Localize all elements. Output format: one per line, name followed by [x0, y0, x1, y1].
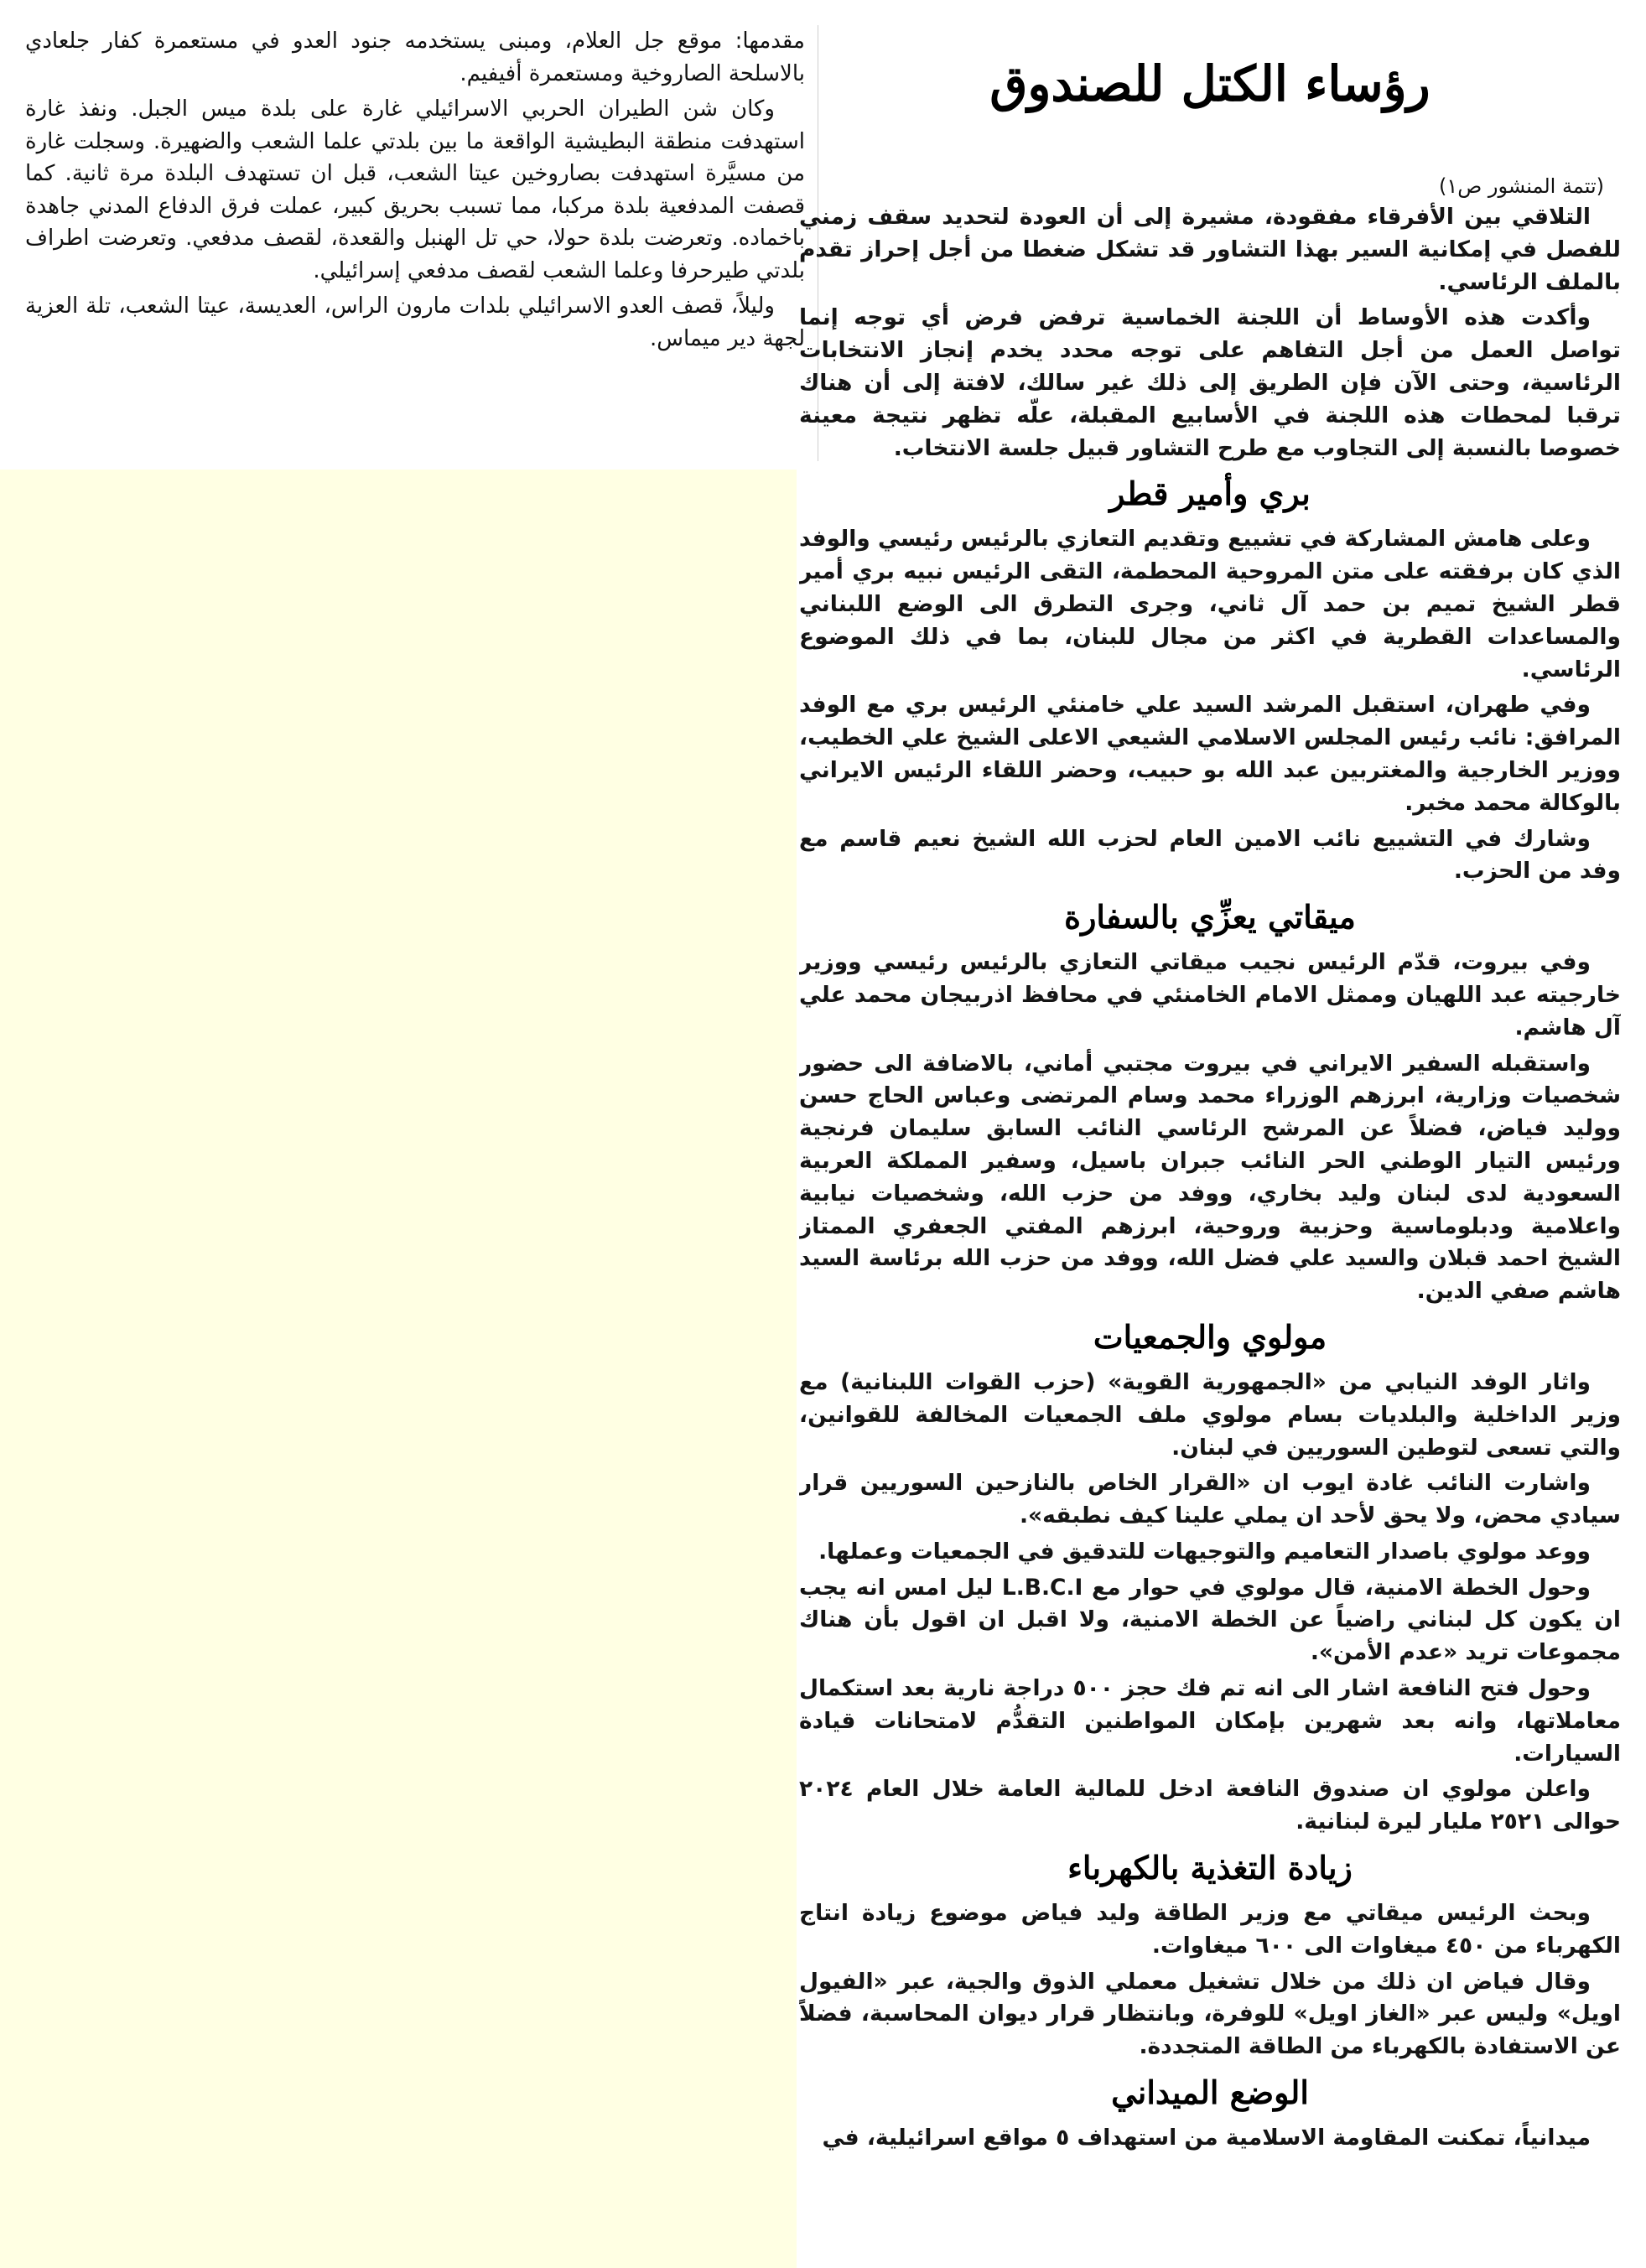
section-paragraph: واثار الوفد النيابي من «الجمهورية القوية» (حزب القوات اللبنانية) مع وزير الداخلية والبلديات بسام مولوي ملف الجمعيات المخالفة للقوانين، والتي تسعى لتوطين السوريين في لبنان. — [799, 1368, 1621, 1461]
left-paragraph: وكان شن الطيران الحربي الاسرائيلي غارة على بلدة ميس الجبل. ونفذ غارة استهدفت منطقة البطيشية الواقعة ما بين بلدتي علما الشعب والضهيرة. وسجلت غارة من مسيَّرة استهدفت بصاروخين عيتا الشعب، قبل ان تستهدف البلدة مرة ثانية. كما قصفت المدفعية بلدة مركبا، مما تسبب بحريق كبير، عملت فرق الدفاع المدني جاهدة باخماده. وتعرضت بلدة حولا، حي تل الهنبل والقعدة، لقصف مدفعي. وتعرضت اطراف بلدتي طيرحرفا وعلما الشعب لقصف مدفعي إسرائيلي. — [25, 96, 805, 283]
section-paragraph: وبحث الرئيس ميقاتي مع وزير الطاقة وليد فياض موضوع زيادة انتاج الكهرباء من ٤٥٠ ميغاوات الى ٦٠٠ ميغاوات. — [799, 1900, 1621, 1959]
section-paragraph: وعلى هامش المشاركة في تشييع وتقديم التعازي بالرئيس رئيسي والوفد الذي كان برفقته على متن المروحية المحطمة، التقى الرئيس نبيه بري أمير قطر الشيخ تميم بن حمد آل ثاني، وجرى التطرق الى الوضع اللبناني والمساعدات القطرية في اكثر من مجال للبنان، بما في ذلك الموضوع الرئاسي. — [799, 526, 1621, 682]
section-paragraph: وشارك في التشييع نائب الامين العام لحزب الله الشيخ نعيم قاسم مع وفد من الحزب. — [799, 825, 1621, 885]
section-title: زيادة التغذية بالكهرباء — [1067, 1849, 1353, 1887]
left-paragraph: وليلاً، قصف العدو الاسرائيلي بلدات مارون الراس، العديسة، عيتا الشعب، تلة العزية لجهة دير ميماس. — [25, 293, 805, 351]
section-title: الوضع الميداني — [1111, 2073, 1309, 2112]
section-title: مولوي والجمعيات — [1093, 1317, 1327, 1356]
section-paragraph: وقال فياض ان ذلك من خلال تشغيل معملي الذوق والجية، عبر «الفيول اويل» وليس عبر «الغاز اويل» للوفرة، وبانتظار قرار ديوان المحاسبة، فضلاً عن الاستفادة بالكهرباء من الطاقة المتجددة. — [799, 1968, 1621, 2060]
section-title: ميقاتي يعزِّي بالسفارة — [1064, 898, 1356, 937]
section-paragraph: ووعد مولوي باصدار التعاميم والتوجيهات للتدقيق في الجمعيات وعملها. — [818, 1538, 1591, 1565]
intro-paragraph: وأكدت هذه الأوساط أن اللجنة الخماسية ترفض فرض أي توجه إنما تواصل العمل من أجل التفاهم على توجه محدد يخدم إنجاز الانتخابات الرئاسية، وحتى الآن فإن الطريق إلى ذلك غير سالك، لافتة إلى أن هناك ترقبا لمحطات هذه اللجنة في الأسابيع المقبلة، علّه تظهر نتيجة معينة خصوصا بالنسبة إلى التجاوب مع طرح التشاور قبيل جلسة الانتخاب. — [799, 304, 1621, 461]
section-paragraph: واشارت النائب غادة ايوب ان «القرار الخاص بالنازحين السوريين قرار سيادي محض، ولا يحق لأحد ان يملي علينا كيف نطبقه». — [799, 1470, 1621, 1529]
section-title: بري وأمير قطر — [1109, 475, 1311, 513]
section-paragraph: واعلن مولوي ان صندوق النافعة ادخل للمالية العامة خلال العام ٢٠٢٤ حوالى ٢٥٢١ مليار ليرة لبنانية. — [799, 1776, 1621, 1835]
section-paragraph: وحول الخطة الامنية، قال مولوي في حوار مع L.B.C.I ليل امس انه يجب ان يكون كل لبناني راضياً عن الخطة الامنية، ولا اقبل ان اقول بأن هناك مجموعات تريد «عدم الأمن». — [799, 1574, 1621, 1666]
main-article — [799, 25, 1621, 2255]
section-paragraph: وحول فتح النافعة اشار الى انه تم فك حجز ٥٠٠ دراجة نارية بعد استكمال معاملاتها، وانه بعد شهرين بإمكان المواطنين التقدُّم لامتحانات قيادة السيارات. — [799, 1675, 1621, 1767]
left-paragraph: مقدمها: موقع جل العلام، ومبنى يستخدمه جنود العدو في مستعمرة كفار جلعادي بالاسلحة الصاروخية ومستعمرة أفيفيم. — [25, 29, 805, 86]
left-column-article — [25, 25, 805, 461]
section-paragraph: واستقبله السفير الايراني في بيروت مجتبي أماني، بالاضافة الى حضور شخصيات وزارية، ابرزهم الوزراء محمد وسام المرتضى وعباس الحاج حسن ووليد فياض، فضلاً عن المرشح الرئاسي النائب السابق سليمان فرنجية ورئيس التيار الوطني الحر النائب جبران باسيل، وسفير المملكة العربية السعودية لدى لبنان وليد بخاري، ووفد من حزب الله، وشخصيات نيابية واعلامية ودبلوماسية وحزبية وروحية، ابرزهم المفتي الجعفري الممتاز الشيخ احمد قبلان والسيد علي فضل الله، ووفد من حزب الله برئاسة السيد هاشم صفي الدين. — [799, 1050, 1621, 1305]
blank-ad-space — [0, 470, 797, 2268]
intro-paragraph: التلاقي بين الأفرقاء مفقودة، مشيرة إلى أن العودة لتحديد سقف زمني للفصل في إمكانية السير بهذا التشاور قد تشكل ضغطا من أجل إحراز تقدم بالملف الرئاسي. — [799, 204, 1621, 295]
article-headline: رؤساء الكتل للصندوق — [989, 55, 1431, 112]
continued-note: (تتمة المنشور ص١) — [1438, 174, 1604, 198]
section-paragraph: ميدانياً، تمكنت المقاومة الاسلامية من استهداف ٥ مواقع اسرائيلية، في — [822, 2125, 1591, 2151]
section-paragraph: وفي طهران، استقبل المرشد السيد علي خامنئي الرئيس بري مع الوفد المرافق: نائب رئيس المجلس الاسلامي الشيعي الاعلى الشيخ علي الخطيب، ووزير الخارجية والمغتربين عبد الله بو حبيب، وحضر اللقاء الرئيس الايراني بالوكالة محمد مخبر. — [799, 692, 1621, 816]
section-paragraph: وفي بيروت، قدّم الرئيس نجيب ميقاتي التعازي بالرئيس رئيسي ووزير خارجيته عبد اللهيان وممثل الامام الخامنئي في محافظ اذربيجان محمد علي آل هاشم. — [799, 949, 1621, 1041]
